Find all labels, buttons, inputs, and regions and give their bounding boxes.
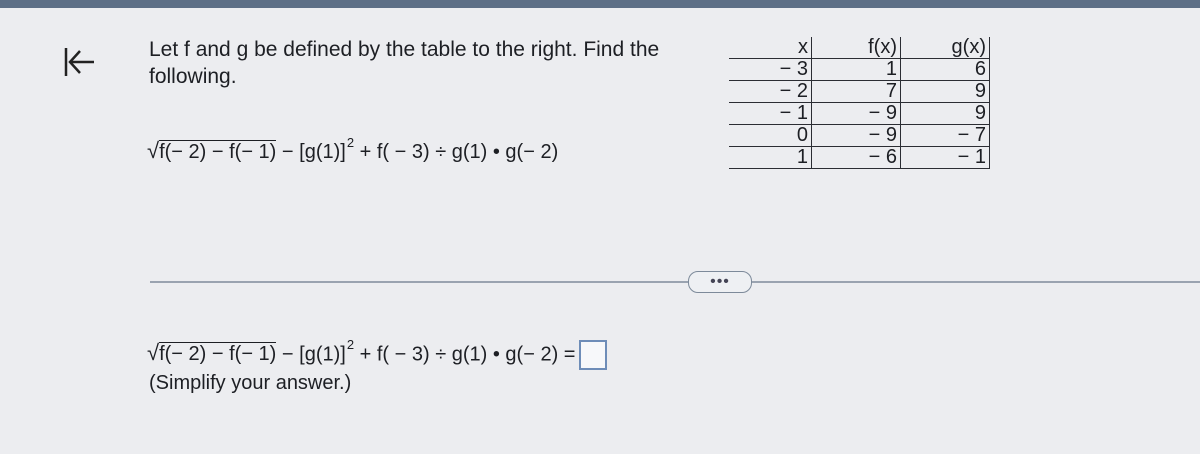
table-row [729, 81, 990, 103]
header-x: x [729, 37, 812, 59]
cell-x: 1 [729, 147, 812, 169]
cell-gx: − 1 [901, 147, 990, 169]
radicand: f(− 2) − f(− 1) [159, 343, 277, 366]
table-row [729, 147, 990, 169]
expression-part-b: + f( − 3) ÷ g(1) • g(− 2) [354, 343, 559, 366]
square-root [147, 138, 276, 164]
expression-part-a: − [g(1)] [276, 141, 346, 163]
cell-x: − 2 [729, 81, 812, 103]
square-root-icon: √ [147, 340, 160, 366]
header-fx: f(x) [812, 37, 901, 59]
question-prompt: Let f and g be defined by the table to the right. Find the following. [149, 38, 660, 88]
answer-input[interactable] [579, 340, 607, 370]
back-to-start-icon [58, 42, 102, 82]
table-row [729, 59, 990, 81]
expression-part-a: − [g(1)] [276, 343, 346, 366]
question-expression [147, 135, 559, 164]
table-header-row [729, 37, 990, 59]
header-gx: g(x) [901, 37, 990, 59]
simplify-instruction: (Simplify your answer.) [149, 372, 352, 394]
exponent: 2 [346, 135, 355, 150]
back-to-start-button[interactable] [58, 42, 102, 82]
equals-sign: = [558, 343, 576, 366]
cell-fx: − 9 [812, 125, 901, 147]
expand-more-button[interactable]: ••• [688, 271, 752, 293]
cell-gx: 9 [901, 81, 990, 103]
expression-part-b: + f( − 3) ÷ g(1) • g(− 2) [354, 141, 559, 163]
answer-expression [147, 337, 607, 370]
table-row [729, 103, 990, 125]
radicand: f(− 2) − f(− 1) [159, 141, 277, 163]
section-divider [150, 281, 1200, 283]
exponent: 2 [346, 337, 355, 353]
function-values-table [729, 37, 990, 169]
cell-fx: 1 [812, 59, 901, 81]
table-row [729, 125, 990, 147]
top-bar [0, 0, 1200, 8]
cell-fx: 7 [812, 81, 901, 103]
cell-x: 0 [729, 125, 812, 147]
cell-fx: − 6 [812, 147, 901, 169]
cell-x: − 3 [729, 59, 812, 81]
square-root [147, 340, 276, 366]
cell-gx: 9 [901, 103, 990, 125]
cell-fx: − 9 [812, 103, 901, 125]
cell-gx: − 7 [901, 125, 990, 147]
square-root-icon: √ [147, 138, 160, 163]
cell-gx: 6 [901, 59, 990, 81]
cell-x: − 1 [729, 103, 812, 125]
